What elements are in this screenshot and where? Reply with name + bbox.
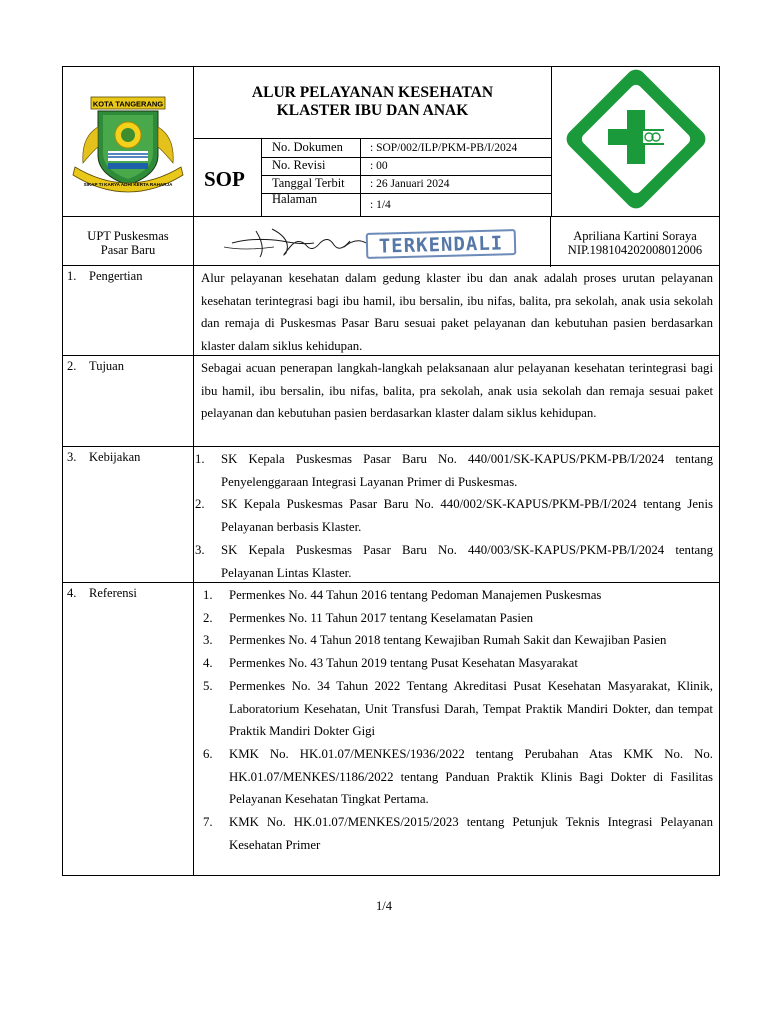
list-item: 2. Permenkes No. 11 Tahun 2017 tentang Keselamatan Pasien (203, 610, 534, 625)
section-number: 3. (67, 450, 77, 464)
unit-name (63, 217, 194, 267)
section-kebijakan (63, 447, 719, 583)
pengertian-text: Alur pelayanan kesehatan dalam gedung klaster ibu dan anak adalah proses urutan pelayanan kesehatan terintegrasi bagi ibu hamil, ibu bersalin, ibu nifas, balita, pra sekolah, anak usia sekolah dan remaja di Puskesmas Pasar Baru sesuai paket pelayanan dan kebutuhan pasien berdasarkan klaster dalam siklus kehidupan. (201, 271, 713, 354)
meta-key: No. Dokumen (272, 140, 343, 154)
tujuan-text: Sebagai acuan penerapan langkah-langkah pelaksanaan alur pelayanan kesehatan terintegrasi bagi ibu hamil, ibu bersalin, ibu nifas, balita, pra sekolah, anak usia sekolah dan remaja sesuai paket pelayanan dan kebutuhan pasien berdasarkan klaster dalam siklus kehidupan. (201, 361, 713, 421)
signature-area (194, 217, 551, 267)
meta-row-dokumen (262, 139, 551, 158)
document-meta-table (262, 139, 551, 216)
section-body (201, 267, 713, 358)
meta-value: : 1/4 (370, 199, 391, 211)
section-title: Pengertian (89, 269, 143, 283)
title-line-1: ALUR PELAYANAN KESEHATAN (251, 84, 494, 101)
section-referensi (63, 583, 719, 875)
section-pengertian (63, 266, 719, 356)
section-number: 4. (67, 586, 77, 600)
list-item: 2. SK Kepala Puskesmas Pasar Baru No. 440/002/SK-KAPUS/PKM-PB/I/2024 tentang Jenis Pelayanan berbasis Klaster. (195, 497, 713, 535)
section-title: Kebijakan (89, 450, 141, 464)
meta-row-halaman (262, 194, 551, 216)
kota-tangerang-logo-cell (63, 67, 194, 216)
section-title: Referensi (89, 586, 137, 600)
terkendali-stamp: TERKENDALI (366, 229, 517, 259)
meta-value: : 00 (370, 160, 388, 172)
list-item: 3. SK Kepala Puskesmas Pasar Baru No. 440/003/SK-KAPUS/PKM-PB/I/2024 tentang Pelayanan Lintas Klaster. (195, 542, 713, 580)
list-item: 1. Permenkes No. 44 Tahun 2016 tentang Pedoman Manajemen Puskesmas (203, 588, 602, 602)
meta-key: Halaman (272, 192, 318, 206)
sop-header-table (62, 66, 720, 266)
referensi-list (203, 584, 713, 856)
logo-bottom-ribbon-text: SIKAP TI KARYA ADHI KERTA RAHARJA (83, 182, 173, 187)
section-tujuan (63, 356, 719, 447)
signer-nip: NIP.198104202008012006 (567, 243, 703, 257)
kebijakan-list (195, 448, 713, 584)
meta-row-revisi (262, 158, 551, 176)
kota-tangerang-emblem-icon (63, 67, 194, 216)
list-item: 3. Permenkes No. 4 Tahun 2018 tentang Kewajiban Rumah Sakit dan Kewajiban Pasien (203, 633, 667, 648)
signer-name: Apriliana Kartini Soraya (573, 229, 697, 243)
title-line-2: KLASTER IBU DAN ANAK (276, 102, 469, 119)
meta-key: Tanggal Terbit (272, 176, 345, 190)
unit-line-2: Pasar Baru (100, 243, 156, 257)
section-number: 1. (67, 269, 77, 283)
section-label (63, 356, 194, 446)
sop-content-table (62, 265, 720, 876)
list-item: 1. SK Kepala Puskesmas Pasar Baru No. 440/001/SK-KAPUS/PKM-PB/I/2024 tentang Penyelenggaraan Integrasi Layanan Primer di Puskesmas. (195, 452, 713, 489)
list-item: 5. Permenkes No. 34 Tahun 2022 Tentang Akreditasi Pusat Kesehatan Masyarakat, Klinik, Laboratorium Kesehatan, Unit Transfusi Darah, Tempat Praktik Mandiri Dokter, dan tempat Praktik Mandiri Dokter Gigi (203, 678, 713, 739)
list-item: 4. Permenkes No. 43 Tahun 2019 tentang Pusat Kesehatan Masyarakat (203, 656, 578, 671)
section-title: Tujuan (89, 359, 124, 373)
section-label (63, 447, 194, 582)
meta-value: : SOP/002/ILP/PKM-PB/I/2024 (370, 142, 518, 154)
logo-top-banner-text: KOTA TANGERANG (92, 99, 164, 109)
section-body (201, 357, 713, 425)
puskesmas-logo-cell (551, 67, 720, 216)
section-number: 2. (67, 359, 77, 373)
section-label (63, 266, 194, 355)
unit-line-1: UPT Puskesmas (87, 229, 169, 243)
section-body (203, 584, 713, 856)
section-label (63, 583, 194, 875)
list-item: 6. KMK No. HK.01.07/MENKES/1936/2022 tentang Perubahan Atas KMK No. No. HK.01.07/MENKES/1186/2022 tentang Panduan Praktik Klinis Bagi Dokter di Fasilitas Pelayanan Kesehatan Tingkat Pertama. (203, 746, 713, 807)
meta-value: : 26 Januari 2024 (370, 178, 450, 190)
meta-key: No. Revisi (272, 158, 326, 172)
signature-row (63, 216, 719, 266)
document-title (194, 67, 551, 139)
list-item: 7. KMK No. HK.01.07/MENKES/2015/2023 tentang Petunjuk Teknis Integrasi Pelayanan Kesehatan Primer (203, 815, 713, 852)
puskesmas-cross-logo-icon (552, 67, 720, 216)
sop-label: SOP (194, 139, 262, 216)
section-body (195, 448, 713, 584)
page-number: 1/4 (376, 899, 392, 913)
